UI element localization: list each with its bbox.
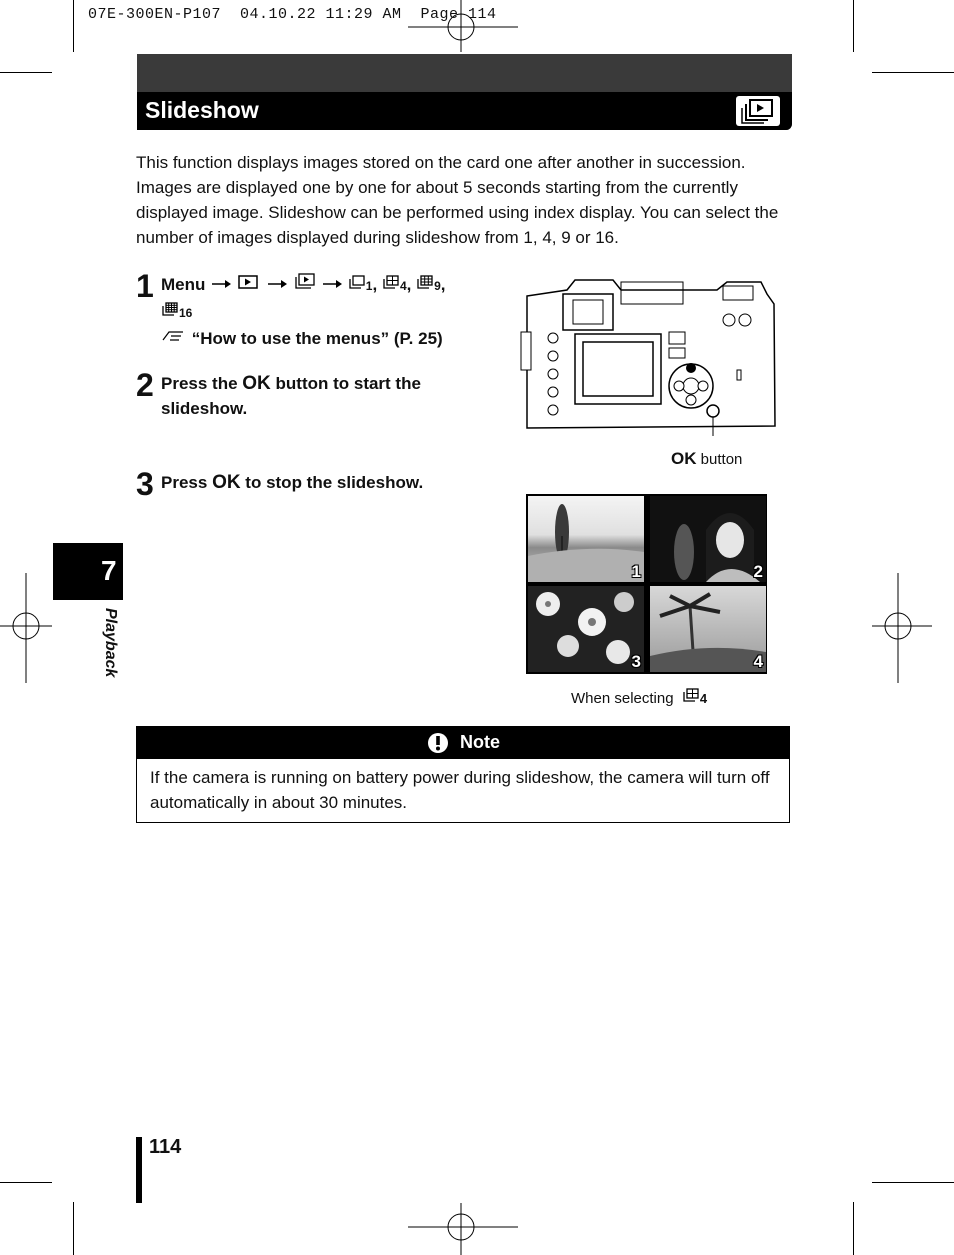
option-9-label: 9 [434,279,441,293]
thumbnail-number: 3 [631,652,641,671]
index-4-icon [682,687,700,703]
menu-reference: “How to use the menus” (P. 25) [191,329,443,348]
intro-paragraph: This function displays images stored on the card one after another in succession. Images are displayed one by one for about 5 seconds starting from the currently displayed image. Slideshow can be performed using index display. You can select the number of images displayed during slideshow from 1, 4, 9 or 16. [136,153,779,247]
playback-icon [237,274,261,290]
step-2-pre: Press the [161,374,238,393]
arrow-right-icon [321,278,343,290]
grid-caption-count: 4 [699,691,708,706]
ok-button-label: OK [242,373,271,394]
comma: , [406,275,412,294]
thumbnail-number: 1 [631,562,641,581]
grid-caption-text: When selecting [571,690,674,707]
step-2-post: button to start the [275,374,421,393]
index-16-icon [161,301,179,317]
registration-mark-right [872,573,932,683]
step-number-2: 2 [136,367,154,403]
crop-mark [0,1182,52,1183]
step-3-pre: Press [161,473,208,492]
arrow-right-icon [266,278,288,290]
thumbnail-flowers [528,586,644,672]
slideshow-menu-icon [292,272,316,290]
note-box [136,726,790,823]
comma: , [440,275,446,294]
step-2-post2: slideshow. [161,399,248,418]
crop-mark [73,0,74,52]
thumbnail-portrait [650,496,766,582]
page-number-bar [136,1137,142,1203]
note-body: If the camera is running on battery power during slideshow, the camera will turn off automatically in about 30 minutes. [150,768,770,812]
chapter-tab [53,543,123,600]
button-caption-text: button [700,451,743,468]
reference-hand-icon [161,328,187,344]
arrow-right-icon [210,278,232,290]
crop-mark [872,1182,954,1183]
step-1-text [161,272,501,351]
step-2-text [161,371,491,421]
ok-label: OK [671,449,697,468]
crop-mark [853,0,854,52]
page-title: Slideshow [145,97,259,123]
step-number-3: 3 [136,466,154,502]
slideshow-icon [736,96,780,126]
crop-mark [0,72,52,73]
crop-mark [853,1202,854,1255]
section-title-bar [137,54,792,130]
page-number: 114 [149,1136,182,1158]
index-4-icon [382,274,400,290]
note-heading: Note [460,732,500,752]
index-display-example [526,494,767,674]
option-4-label: 4 [399,279,407,293]
crop-mark [872,72,954,73]
ok-button-caption [671,449,742,469]
single-frame-icon [348,274,366,290]
comma: , [372,275,378,294]
registration-mark-bottom [408,1203,518,1255]
thumbnail-palm-trees [650,586,766,672]
step-3-text [161,470,491,495]
print-header: 07E-300EN-P107 04.10.22 11:29 AM Page 114 [88,6,497,23]
step-number-1: 1 [136,268,154,304]
menu-label: Menu [161,275,206,294]
index-9-icon [416,274,434,290]
camera-back-illustration [517,276,779,436]
ok-button-label: OK [212,472,241,493]
chapter-number: 7 [101,555,117,586]
chapter-label: Playback [102,608,119,678]
thumbnail-number: 4 [753,652,763,671]
grid-caption [571,687,707,707]
thumbnail-number: 2 [753,562,763,581]
registration-mark-left [0,573,52,683]
option-1-label: 1 [365,279,373,293]
note-header [137,727,789,759]
step-3-post: to stop the slideshow. [245,473,424,492]
thumbnail-landscape [528,496,644,582]
option-16-label: 16 [179,306,193,320]
exclamation-icon [427,732,449,754]
crop-mark [73,1202,74,1255]
